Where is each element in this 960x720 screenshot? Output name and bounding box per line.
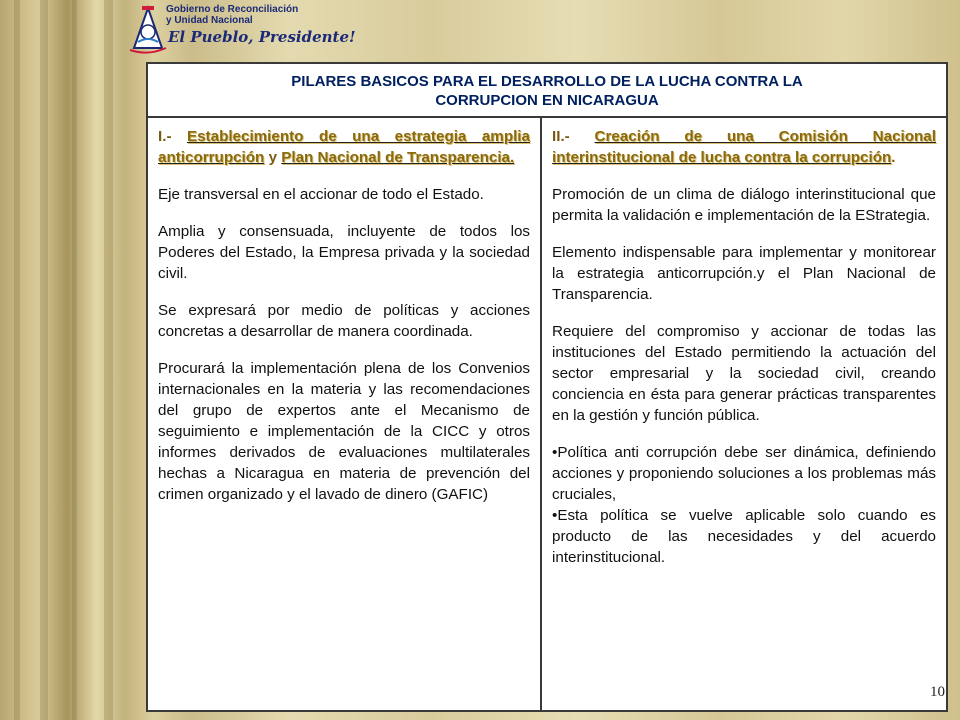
left-heading-number: I.-	[158, 128, 172, 145]
slide-title	[148, 64, 946, 118]
left-column	[148, 118, 542, 710]
background-stripe	[72, 0, 77, 720]
left-heading	[158, 126, 530, 168]
slide-title-line1: PILARES BASICOS PARA EL DESARROLLO DE LA LUCHA CONTRA LA	[291, 73, 803, 90]
left-heading-part-b: Plan Nacional de Transparencia.	[281, 149, 515, 166]
right-heading-number: II.-	[552, 128, 570, 145]
logo-line2: y Unidad Nacional	[166, 15, 253, 26]
left-paragraph-2: Amplia y consensuada, incluyente de todos los Poderes del Estado, la Empresa privada y la sociedad civil.	[158, 223, 530, 282]
logo-line1: Gobierno de Reconciliación	[166, 4, 299, 15]
left-heading-connector: y	[268, 149, 278, 166]
right-heading-text: Creación de una Comisión Nacional interinstitucional de lucha contra la corrupción	[552, 128, 936, 166]
left-heading-part-a: Establecimiento de una estrategia amplia anticorrupción	[158, 128, 530, 166]
right-paragraph-2: Elemento indispensable para implementar y monitorear la estrategia anticorrupción.y el Plan Nacional de Transparencia.	[552, 244, 936, 303]
right-heading	[552, 126, 936, 168]
left-paragraph-3: Se expresará por medio de políticas y acciones concretas a desarrollar de manera coordinada.	[158, 302, 530, 340]
right-paragraph-3: Requiere del compromiso y accionar de todas las instituciones del Estado permitiendo la actuación del sector empresarial y la sociedad civil, creando conciencia en ésta para generar prácticas transparentes en la gestión y función pública.	[552, 323, 936, 424]
background-stripe	[104, 0, 113, 720]
left-paragraph-1: Eje transversal en el accionar de todo el Estado.	[158, 186, 484, 203]
left-paragraph-4: Procurará la implementación plena de los Convenios internacionales en la materia y las recomendaciones del grupo de expertos ante el Mecanismo de seguimiento e implementación de la CICC y otros informes derivados de evaluaciones multilaterales hechas a Nicaragua en materia de prevención del crimen organizado y el lavado de dinero (GAFIC)	[158, 360, 530, 503]
background-stripe	[40, 0, 48, 720]
background-stripe	[14, 0, 20, 720]
content-table	[146, 62, 948, 712]
right-bullet-2: •Esta política se vuelve aplicable solo cuando es producto de las necesidades y del acuerdo interinstitucional.	[552, 507, 936, 566]
page-number: 10	[930, 684, 945, 700]
right-heading-end: .	[891, 149, 896, 166]
right-paragraph-1: Promoción de un clima de diálogo interinstitucional que permita la validación e implementación de la EStrategia.	[552, 186, 936, 224]
right-bullet-1: •Política anti corrupción debe ser dinámica, definiendo acciones y proponiendo soluciones a los problemas más cruciales,	[552, 444, 936, 503]
slide-title-line2: CORRUPCION EN NICARAGUA	[435, 92, 659, 109]
logo-slogan: El Pueblo, Presidente!	[168, 28, 356, 46]
right-column	[542, 118, 946, 710]
